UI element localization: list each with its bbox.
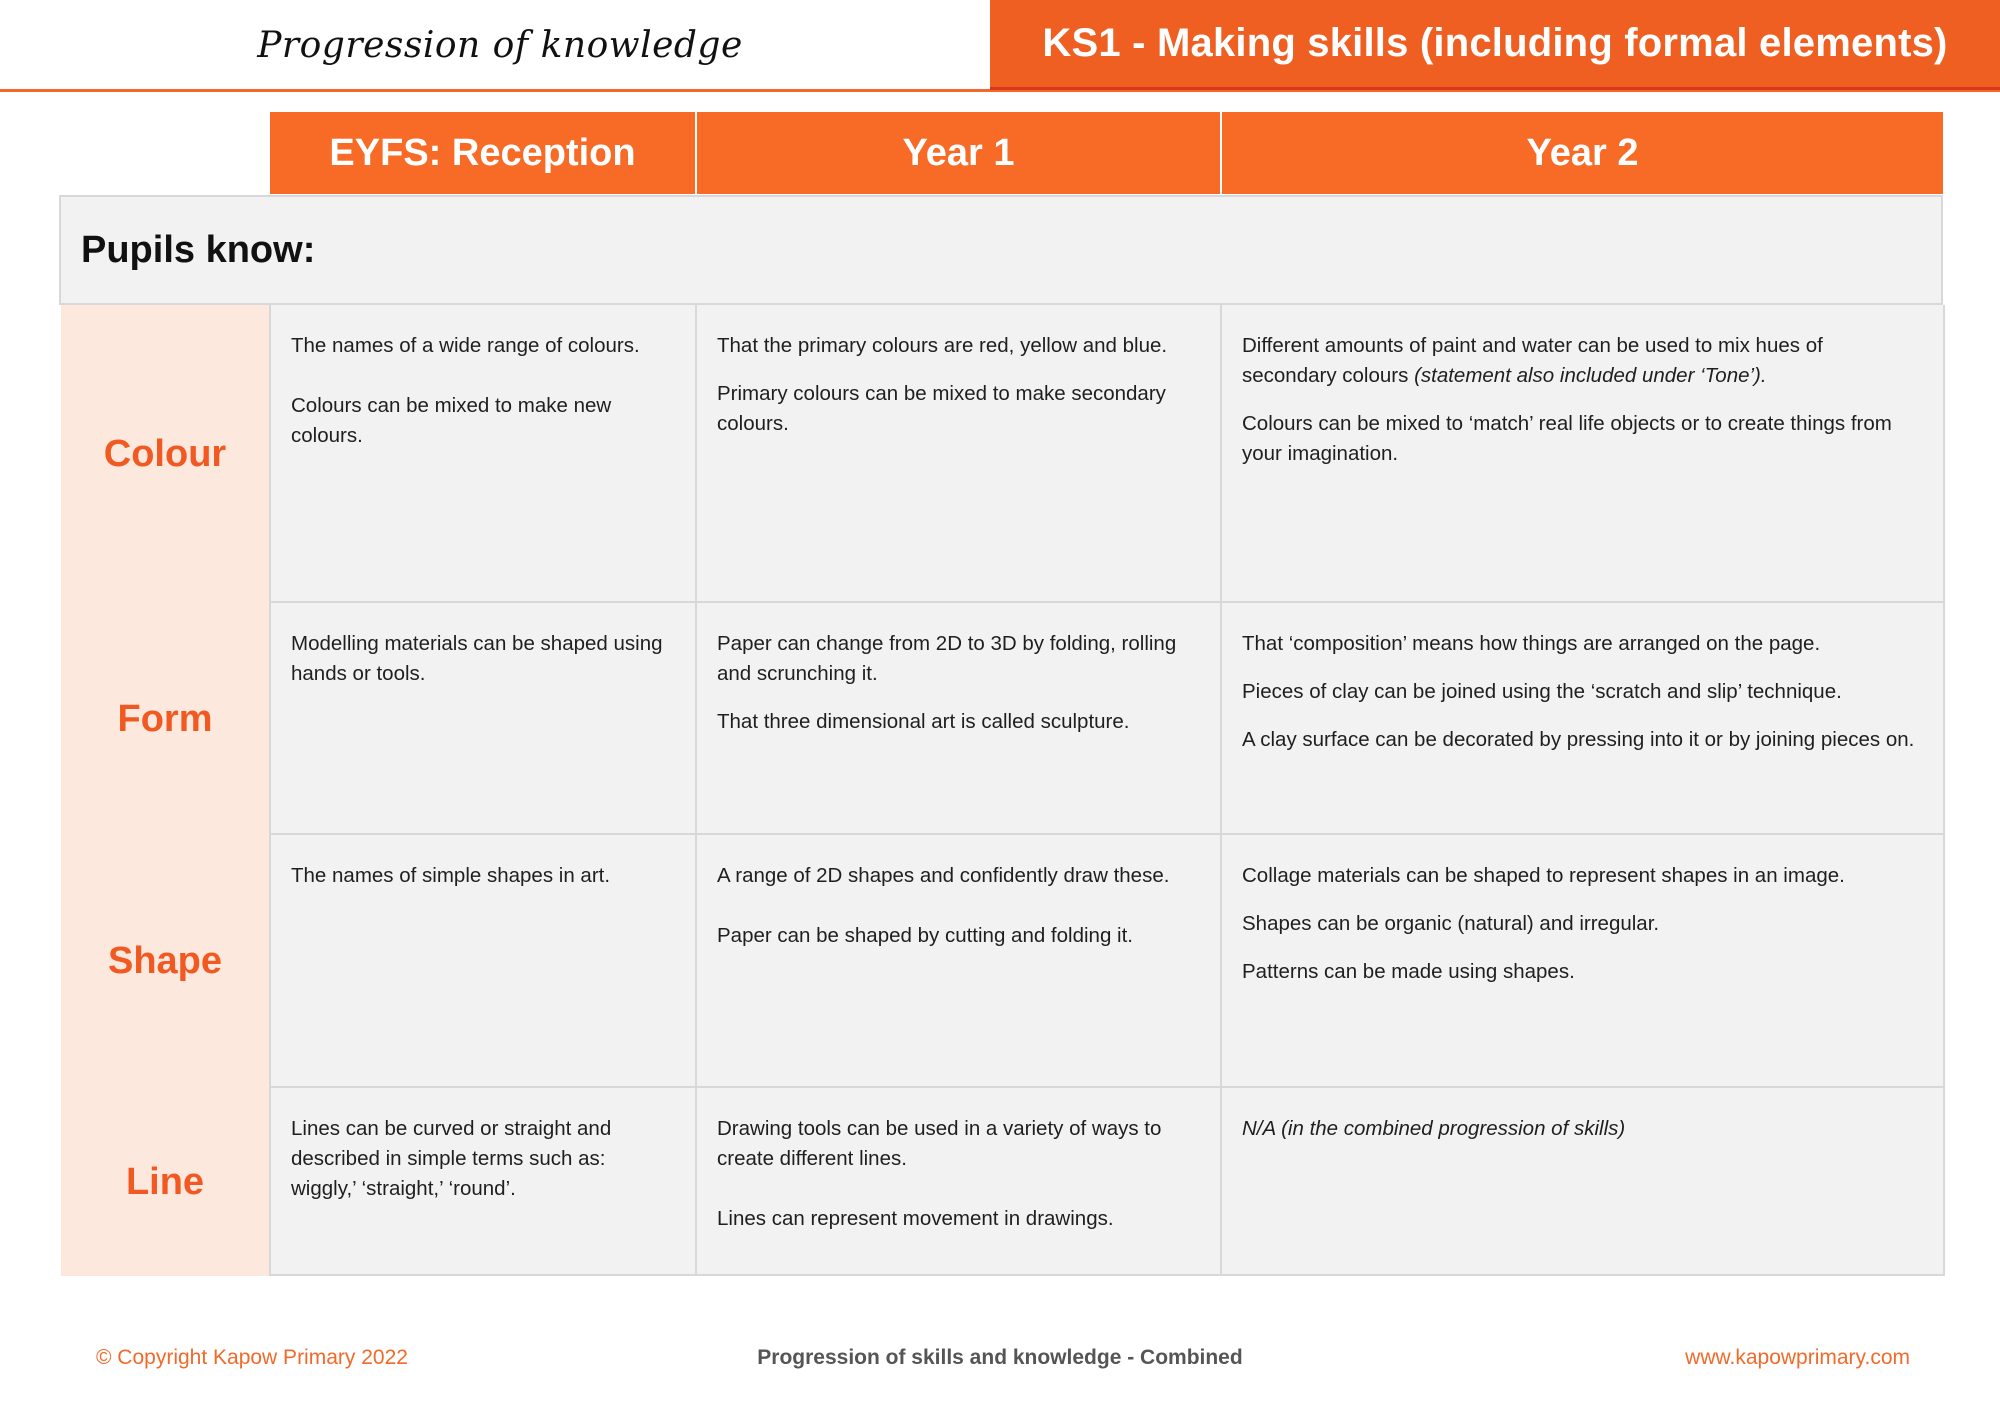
cell-form-year1 (697, 603, 1222, 835)
row-label-shape (61, 835, 269, 1088)
section-label: Pupils know: (81, 228, 316, 271)
cell-form-year2 (1222, 603, 1945, 835)
footer-copyright: © Copyright Kapow Primary 2022 (96, 1346, 408, 1369)
cell-text: Primary colours can be mixed to make secondary colours. (717, 382, 1166, 435)
cell-text (1242, 1114, 1923, 1144)
cell-text: A range of 2D shapes and confidently draw these. (717, 864, 1170, 887)
row-label-line (61, 1088, 269, 1276)
cell-text: Lines can represent movement in drawings. (717, 1207, 1114, 1230)
column-header-label: Year 2 (1526, 131, 1639, 174)
cell-text-main: Different amounts of paint and water can be used to mix hues of secondary colours (1242, 334, 1823, 387)
cell-shape-year2 (1222, 835, 1945, 1088)
cell-text: Colours can be mixed to ‘match’ real life objects or to create things from your imagination. (1242, 412, 1892, 465)
cell-shape-year1 (697, 835, 1222, 1088)
cell-line-reception (269, 1088, 697, 1276)
cell-form-reception (269, 603, 697, 835)
footer-website-link[interactable]: www.kapowprimary.com (1685, 1346, 1910, 1369)
cell-text: Modelling materials can be shaped using hands or tools. (291, 632, 663, 685)
cell-colour-year2 (1222, 305, 1945, 603)
row-label-colour (61, 305, 269, 603)
column-header-label: EYFS: Reception (329, 131, 636, 174)
cell-text: A clay surface can be decorated by pressing into it or by joining pieces on. (1242, 728, 1915, 751)
cell-text-note: (statement also included under ‘Tone’). (1414, 364, 1767, 387)
cell-text: Lines can be curved or straight and described in simple terms such as: wiggly,’ ‘straight,’ ‘round’. (291, 1117, 612, 1200)
column-header-reception (270, 112, 695, 194)
header-left (0, 0, 990, 90)
row-label-text: Colour (103, 432, 227, 475)
cell-text: Patterns can be made using shapes. (1242, 960, 1575, 983)
page-title: KS1 - Making skills (including formal elements) (1042, 21, 1948, 65)
cell-line-year2 (1222, 1088, 1945, 1276)
footer-document-title: Progression of skills and knowledge - Combined (757, 1346, 1243, 1369)
header-right-banner (990, 0, 2000, 90)
column-header-year1 (697, 112, 1220, 194)
row-label-text: Shape (107, 940, 223, 982)
cell-shape-reception (269, 835, 697, 1088)
cell-text: Paper can be shaped by cutting and folding it. (717, 924, 1133, 947)
column-header-year2 (1222, 112, 1943, 194)
cell-colour-reception (269, 305, 697, 603)
row-label-text: Line (125, 1160, 205, 1203)
cell-text: Colours can be mixed to make new colours. (291, 394, 612, 447)
row-label-form (61, 603, 269, 835)
cell-text: Drawing tools can be used in a variety of ways to create different lines. (717, 1117, 1162, 1170)
page-subtitle: Progression of knowledge (257, 24, 743, 66)
cell-text: Paper can change from 2D to 3D by folding, rolling and scrunching it. (717, 632, 1177, 685)
cell-text: Pieces of clay can be joined using the ‘scratch and slip’ technique. (1242, 680, 1842, 703)
section-header (59, 195, 1943, 305)
row-label-text: Form (117, 697, 213, 740)
cell-line-year1 (697, 1088, 1222, 1276)
cell-text (1242, 331, 1923, 391)
cell-colour-year1 (697, 305, 1222, 603)
cell-text: Shapes can be organic (natural) and irregular. (1242, 912, 1660, 935)
cell-text: That three dimensional art is called sculpture. (717, 710, 1130, 733)
cell-text: That the primary colours are red, yellow and blue. (717, 334, 1168, 357)
cell-text: The names of simple shapes in art. (291, 864, 611, 887)
cell-text: That ‘composition’ means how things are arranged on the page. (1242, 632, 1821, 655)
cell-text-note: N/A (in the combined progression of skills) (1242, 1117, 1626, 1140)
cell-text: Collage materials can be shaped to represent shapes in an image. (1242, 864, 1845, 887)
cell-text: The names of a wide range of colours. (291, 334, 640, 357)
column-header-label: Year 1 (902, 131, 1015, 174)
